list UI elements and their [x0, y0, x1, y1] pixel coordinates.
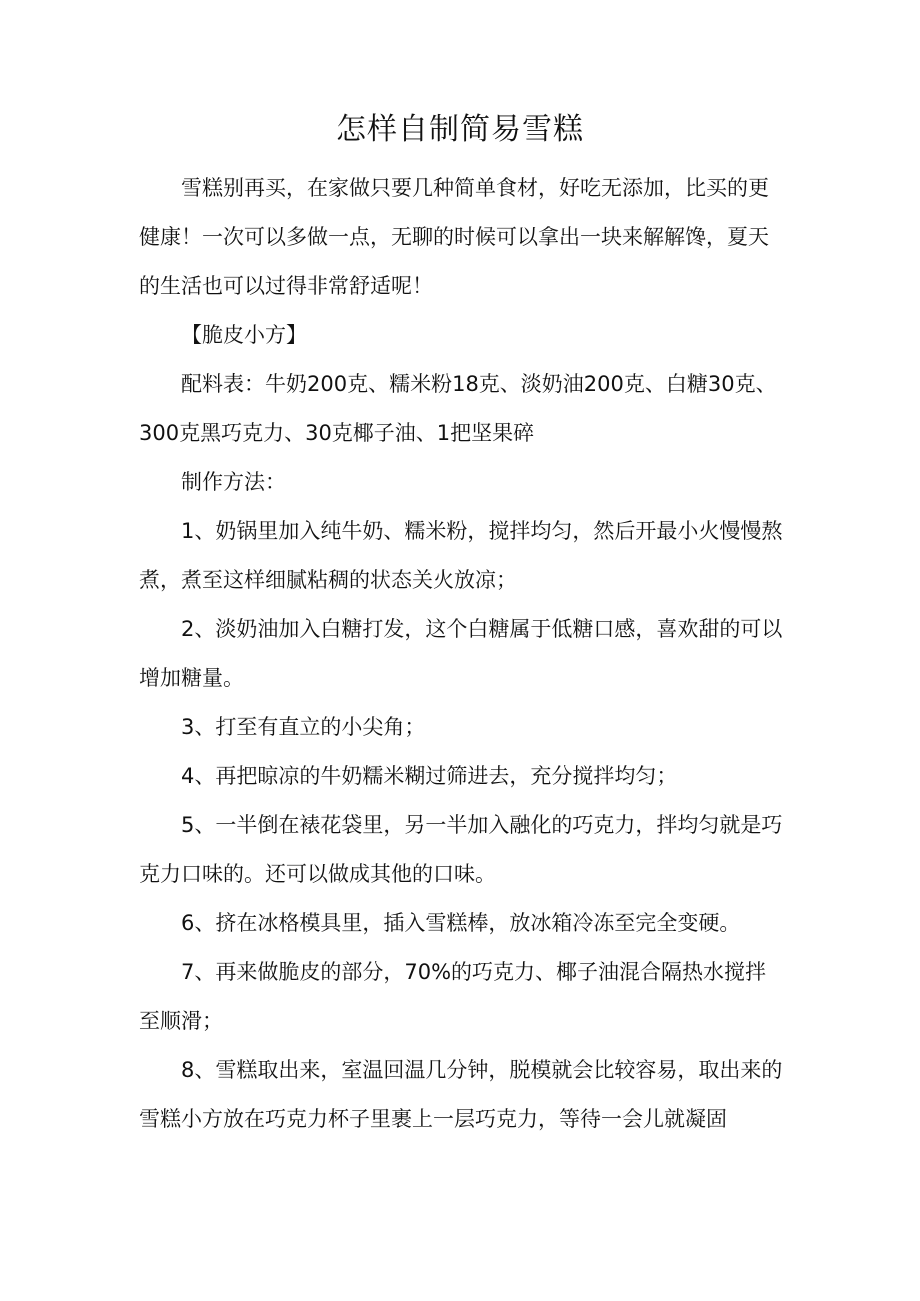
step-paragraph: 4、再把晾凉的牛奶糯米糊过筛进去，充分搅拌均匀；: [181, 764, 678, 788]
step-paragraph: 3、打至有直立的小尖角；: [181, 715, 426, 739]
step-paragraph: 2、淡奶油加入白糖打发，这个白糖属于低糖口感，喜欢甜的可以增加糖量。: [139, 617, 783, 690]
intro-paragraph: 雪糕别再买，在家做只要几种简单食材，好吃无添加，比买的更健康！一次可以多做一点，无聊的时候可以拿出一块来解解馋，夏天的生活也可以过得非常舒适呢！: [139, 176, 769, 298]
ingredients-paragraph: 配料表：牛奶200克、糯米粉18克、淡奶油200克、白糖30克、300克黑巧克力、30克椰子油、1把坚果碎: [139, 372, 777, 445]
section-heading: 【脆皮小方】: [181, 323, 307, 347]
step-paragraph: 6、挤在冰格模具里，插入雪糕棒，放冰箱冷冻至完全变硬。: [181, 911, 741, 935]
method-heading: 制作方法：: [181, 470, 286, 494]
step-paragraph: 8、雪糕取出来，室温回温几分钟，脱模就会比较容易，取出来的雪糕小方放在巧克力杯子里裹上一层巧克力，等待一会儿就凝固: [139, 1058, 783, 1131]
step-paragraph: 7、再来做脆皮的部分，70%的巧克力、椰子油混合隔热水搅拌至顺滑；: [139, 960, 767, 1033]
document-title: 怎样自制简易雪糕: [336, 112, 584, 147]
step-paragraph: 1、奶锅里加入纯牛奶、糯米粉，搅拌均匀，然后开最小火慢慢熬煮，煮至这样细腻粘稠的状态关火放凉；: [139, 519, 783, 592]
step-paragraph: 5、一半倒在裱花袋里，另一半加入融化的巧克力，拌均匀就是巧克力口味的。还可以做成其他的口味。: [139, 813, 783, 886]
document-body: [139, 164, 783, 1144]
